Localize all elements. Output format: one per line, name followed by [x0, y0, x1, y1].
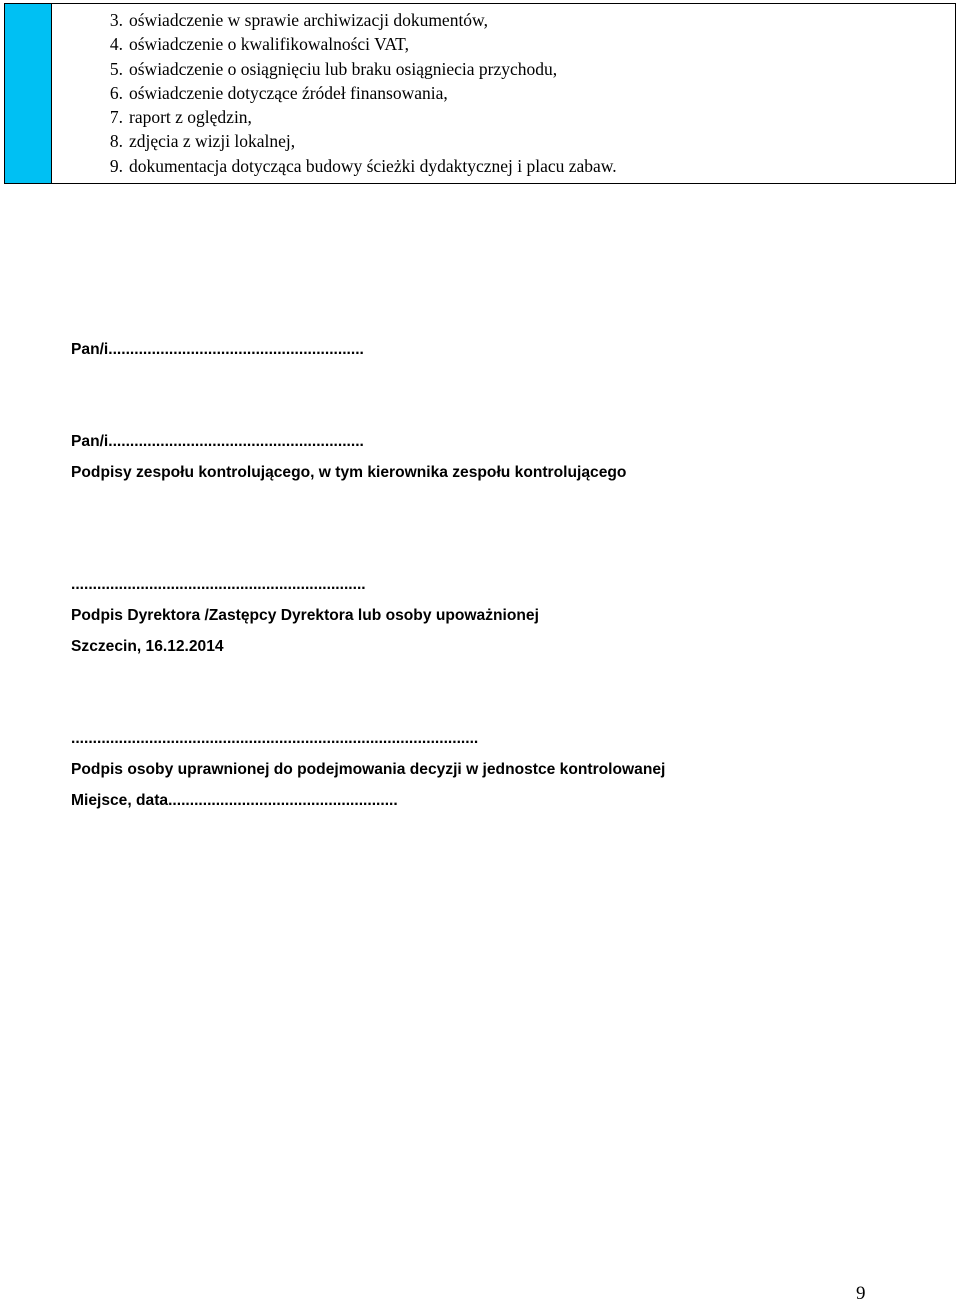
team-signatures-caption: Podpisy zespołu kontrolującego, w tym kierownika zespołu kontrolującego — [71, 464, 627, 481]
list-item-text: oświadczenie w sprawie archiwizacji dokumentów, — [129, 10, 488, 30]
place-date: Szczecin, 16.12.2014 — [71, 638, 224, 655]
list-item — [87, 57, 617, 81]
list-item-number: 5. — [109, 58, 123, 79]
director-signature-line: .................................................................... — [71, 576, 366, 593]
attachments-list — [87, 8, 617, 178]
director-signature-caption: Podpis Dyrektora /Zastępcy Dyrektora lub osoby upoważnionej — [71, 607, 539, 624]
location-date-line: Miejsce, data..................................................... — [71, 792, 398, 809]
list-item — [87, 8, 617, 32]
list-item-text: raport z oględzin, — [129, 107, 252, 128]
list-item-text: zdjęcia z wizji lokalnej, — [129, 131, 296, 152]
list-item-number: 4. — [109, 34, 123, 55]
list-item-number: 9. — [109, 155, 123, 176]
list-item — [87, 129, 617, 153]
inspector-signature-line-2: Pan/i........................................................... — [71, 433, 364, 450]
list-item-text: dokumentacja dotycząca budowy ścieżki dydaktycznej i placu zabaw. — [129, 155, 617, 176]
list-item-number: 7. — [109, 107, 123, 128]
authorized-signature-line: .............................................................................................. — [71, 730, 479, 747]
page-number: 9 — [856, 1283, 866, 1304]
list-item-text: oświadczenie o kwalifikowalności VAT, — [129, 34, 409, 55]
list-item — [87, 81, 617, 105]
attachments-box — [4, 3, 956, 184]
inspector-signature-line-1: Pan/i........................................................... — [71, 341, 364, 358]
list-item-number: 6. — [109, 82, 123, 103]
list-item-number: 3. — [109, 10, 123, 30]
list-item-text: oświadczenie o osiągnięciu lub braku osiągniecia przychodu, — [129, 58, 558, 79]
box-accent-stripe — [5, 4, 52, 183]
authorized-signature-caption: Podpis osoby uprawnionej do podejmowania decyzji w jednostce kontrolowanej — [71, 761, 666, 778]
list-item — [87, 154, 617, 178]
list-item-text: oświadczenie dotyczące źródeł finansowania, — [129, 82, 448, 103]
list-item-number: 8. — [109, 131, 123, 152]
list-item — [87, 105, 617, 129]
list-item — [87, 32, 617, 56]
